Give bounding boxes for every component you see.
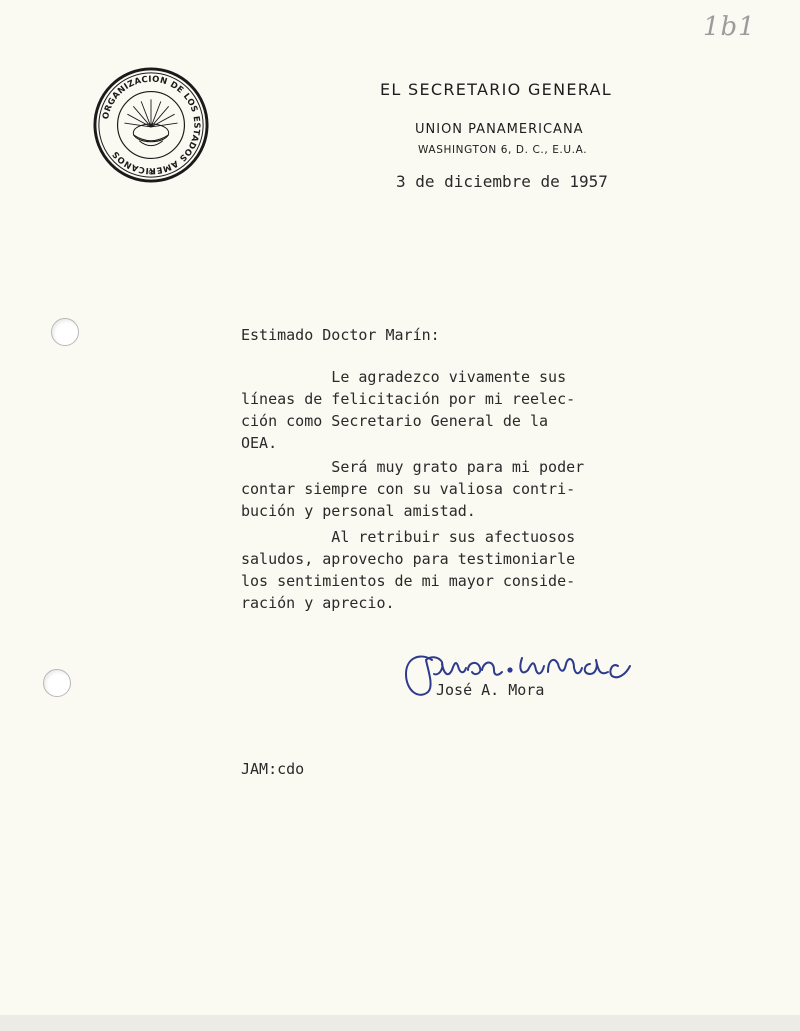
letterhead-title: EL SECRETARIO GENERAL [380, 80, 612, 99]
sender-name: José A. Mora [436, 681, 545, 699]
body-paragraph: Será muy grato para mi poder contar siempre con su valiosa contri- bución y personal amistad. [241, 458, 585, 520]
punch-hole [51, 318, 79, 346]
archive-number: 1b1 [703, 12, 756, 42]
seal-ring-text: ORGANIZACION DE LOS ESTADOS AMERICANOS [100, 73, 203, 177]
letterhead-organization: UNION PANAMERICANA [415, 122, 584, 137]
reference-initials: JAM:cdo [241, 760, 305, 778]
body-paragraph: Le agradezco vivamente sus líneas de felicitación por mi reelec- ción como Secretario General de la OEA. [241, 368, 576, 452]
page-edge [0, 1015, 800, 1031]
letter-date: 3 de diciembre de 1957 [396, 172, 608, 191]
letterhead-address: WASHINGTON 6, D. C., E.U.A. [418, 144, 588, 156]
salutation: Estimado Doctor Marín: [241, 326, 440, 344]
punch-hole [43, 669, 71, 697]
oas-seal-icon [92, 66, 210, 184]
body-paragraph: Al retribuir sus afectuosos saludos, aprovecho para testimoniarle los sentimientos de mi mayor conside- ración y aprecio. [241, 528, 576, 612]
